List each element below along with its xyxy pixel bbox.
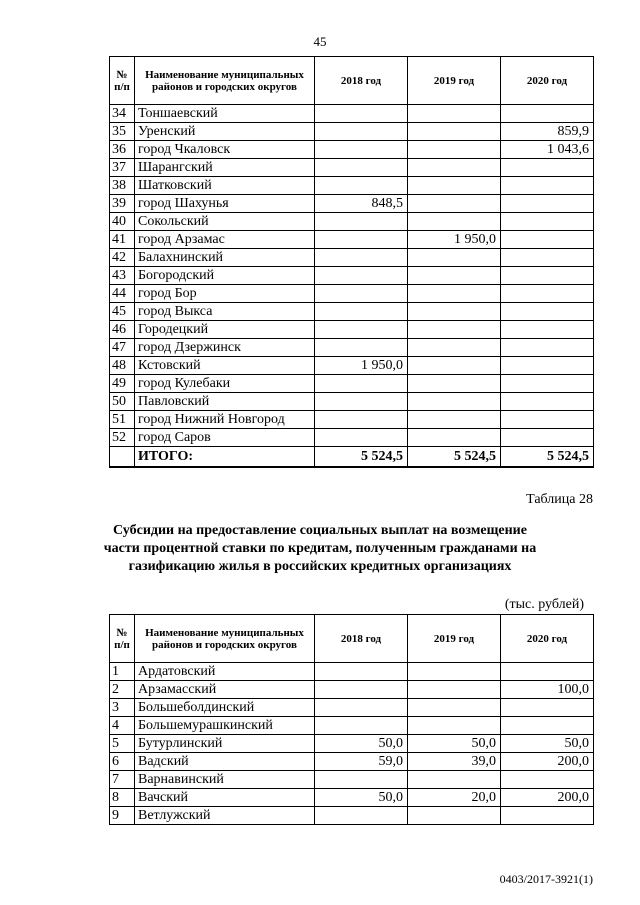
table-row (110, 105, 594, 123)
column-header-name: Наименование муниципальных районов и городских округов (135, 615, 315, 663)
table-row (110, 717, 594, 735)
region-name: Кстовский (135, 357, 315, 375)
row-number: 5 (110, 735, 135, 753)
value-2020 (501, 339, 594, 357)
region-name: Сокольский (135, 213, 315, 231)
value-2020 (501, 249, 594, 267)
table-row (110, 771, 594, 789)
value-2018 (315, 681, 408, 699)
region-name: город Арзамас (135, 231, 315, 249)
row-number: 48 (110, 357, 135, 375)
region-name: город Бор (135, 285, 315, 303)
value-2019 (408, 123, 501, 141)
value-2020 (501, 285, 594, 303)
value-2019 (408, 429, 501, 447)
row-number: 51 (110, 411, 135, 429)
table-row (110, 213, 594, 231)
value-2018 (315, 141, 408, 159)
table-row (110, 249, 594, 267)
row-number: 42 (110, 249, 135, 267)
column-header-num: № п/п (110, 57, 135, 105)
row-number: 38 (110, 177, 135, 195)
value-2020 (501, 717, 594, 735)
row-number: 34 (110, 105, 135, 123)
row-number: 52 (110, 429, 135, 447)
column-header-2020: 2020 год (501, 57, 594, 105)
total-num-cell (110, 447, 135, 468)
region-name: Большеболдинский (135, 699, 315, 717)
table-row (110, 141, 594, 159)
value-2019 (408, 195, 501, 213)
value-2020: 200,0 (501, 753, 594, 771)
region-name: Павловский (135, 393, 315, 411)
table-row (110, 789, 594, 807)
subsidy-table-continued (109, 56, 594, 468)
value-2019 (408, 663, 501, 681)
value-2018 (315, 285, 408, 303)
value-2018 (315, 123, 408, 141)
value-2018 (315, 717, 408, 735)
value-2019 (408, 807, 501, 825)
value-2019 (408, 249, 501, 267)
document-code: 0403/2017-3921(1) (499, 872, 593, 886)
value-2020 (501, 213, 594, 231)
value-2018 (315, 339, 408, 357)
value-2020 (501, 375, 594, 393)
value-2018 (315, 771, 408, 789)
value-2018 (315, 699, 408, 717)
row-number: 8 (110, 789, 135, 807)
table-row (110, 303, 594, 321)
total-2019: 5 524,5 (408, 447, 501, 468)
value-2018 (315, 321, 408, 339)
row-number: 6 (110, 753, 135, 771)
value-2020 (501, 195, 594, 213)
value-2020 (501, 159, 594, 177)
region-name: Арзамасский (135, 681, 315, 699)
row-number: 46 (110, 321, 135, 339)
table-row (110, 681, 594, 699)
value-2020 (501, 231, 594, 249)
value-2019: 20,0 (408, 789, 501, 807)
gasification-subsidy-table (109, 614, 594, 825)
page-number: 45 (313, 34, 327, 49)
value-2020 (501, 267, 594, 285)
value-2020: 100,0 (501, 681, 594, 699)
total-2020: 5 524,5 (501, 447, 594, 468)
row-number: 9 (110, 807, 135, 825)
table-row (110, 231, 594, 249)
value-2020: 859,9 (501, 123, 594, 141)
row-number: 7 (110, 771, 135, 789)
table-row (110, 429, 594, 447)
value-2018 (315, 249, 408, 267)
region-name: город Шахунья (135, 195, 315, 213)
table-row (110, 195, 594, 213)
section-title (70, 522, 570, 576)
value-2019 (408, 213, 501, 231)
value-2019 (408, 339, 501, 357)
region-name: Ардатовский (135, 663, 315, 681)
units-note: (тыс. рублей) (504, 597, 584, 612)
table-row (110, 663, 594, 681)
column-header-2018: 2018 год (315, 57, 408, 105)
region-name: город Дзержинск (135, 339, 315, 357)
value-2020: 200,0 (501, 789, 594, 807)
value-2019 (408, 771, 501, 789)
row-number: 45 (110, 303, 135, 321)
region-name: Вадский (135, 753, 315, 771)
row-number: 1 (110, 663, 135, 681)
table-row (110, 375, 594, 393)
value-2019 (408, 411, 501, 429)
region-name: город Нижний Новгород (135, 411, 315, 429)
row-number: 2 (110, 681, 135, 699)
total-label: ИТОГО: (135, 447, 315, 468)
region-name: Большемурашкинский (135, 717, 315, 735)
column-header-2019: 2019 год (408, 615, 501, 663)
region-name: Ветлужский (135, 807, 315, 825)
value-2020 (501, 429, 594, 447)
table-body (110, 105, 594, 447)
value-2020 (501, 807, 594, 825)
value-2018 (315, 267, 408, 285)
value-2020 (501, 177, 594, 195)
region-name: Уренский (135, 123, 315, 141)
column-header-num: № п/п (110, 615, 135, 663)
value-2018: 1 950,0 (315, 357, 408, 375)
table-row (110, 393, 594, 411)
region-name: Бутурлинский (135, 735, 315, 753)
row-number: 39 (110, 195, 135, 213)
row-number: 4 (110, 717, 135, 735)
value-2018: 50,0 (315, 735, 408, 753)
row-number: 41 (110, 231, 135, 249)
value-2019 (408, 717, 501, 735)
value-2018 (315, 393, 408, 411)
value-2020 (501, 663, 594, 681)
value-2018 (315, 411, 408, 429)
value-2018: 50,0 (315, 789, 408, 807)
table-row (110, 177, 594, 195)
region-name: Балахнинский (135, 249, 315, 267)
table-label: Таблица 28 (526, 492, 593, 507)
section-title-line: газификацию жилья в российских кредитных организациях (128, 559, 512, 574)
value-2020 (501, 357, 594, 375)
region-name: Богородский (135, 267, 315, 285)
table-row (110, 159, 594, 177)
value-2020 (501, 393, 594, 411)
value-2019 (408, 141, 501, 159)
table-row (110, 699, 594, 717)
value-2018: 848,5 (315, 195, 408, 213)
value-2019: 39,0 (408, 753, 501, 771)
region-name: Шарангский (135, 159, 315, 177)
row-number: 3 (110, 699, 135, 717)
value-2019 (408, 177, 501, 195)
value-2018 (315, 663, 408, 681)
region-name: город Выкса (135, 303, 315, 321)
value-2020 (501, 105, 594, 123)
column-header-2018: 2018 год (315, 615, 408, 663)
value-2019 (408, 285, 501, 303)
value-2018 (315, 159, 408, 177)
column-header-2020: 2020 год (501, 615, 594, 663)
region-name: город Саров (135, 429, 315, 447)
value-2019 (408, 393, 501, 411)
column-header-name: Наименование муниципальных районов и городских округов (135, 57, 315, 105)
region-name: Варнавинский (135, 771, 315, 789)
table-row (110, 411, 594, 429)
row-number: 44 (110, 285, 135, 303)
region-name: Городецкий (135, 321, 315, 339)
region-name: Шатковский (135, 177, 315, 195)
column-header-2019: 2019 год (408, 57, 501, 105)
table-row (110, 735, 594, 753)
row-number: 37 (110, 159, 135, 177)
value-2018 (315, 213, 408, 231)
section-title-line: Субсидии на предоставление социальных выплат на возмещение (113, 523, 527, 538)
row-number: 43 (110, 267, 135, 285)
value-2020 (501, 303, 594, 321)
region-name: город Чкаловск (135, 141, 315, 159)
row-number: 40 (110, 213, 135, 231)
value-2018 (315, 177, 408, 195)
value-2019 (408, 357, 501, 375)
table-row (110, 357, 594, 375)
row-number: 35 (110, 123, 135, 141)
value-2019 (408, 321, 501, 339)
region-name: Вачский (135, 789, 315, 807)
value-2019: 50,0 (408, 735, 501, 753)
value-2020 (501, 411, 594, 429)
table-row (110, 807, 594, 825)
table-row (110, 267, 594, 285)
value-2019 (408, 303, 501, 321)
row-number: 36 (110, 141, 135, 159)
total-2018: 5 524,5 (315, 447, 408, 468)
table-row (110, 753, 594, 771)
value-2018 (315, 231, 408, 249)
value-2020 (501, 321, 594, 339)
value-2018 (315, 303, 408, 321)
value-2019 (408, 681, 501, 699)
value-2018 (315, 807, 408, 825)
value-2019 (408, 375, 501, 393)
value-2018 (315, 105, 408, 123)
value-2018 (315, 375, 408, 393)
value-2019 (408, 105, 501, 123)
section-title-line: части процентной ставки по кредитам, полученным гражданами на (103, 541, 537, 556)
value-2020 (501, 699, 594, 717)
value-2018: 59,0 (315, 753, 408, 771)
value-2020 (501, 771, 594, 789)
region-name: Тоншаевский (135, 105, 315, 123)
row-number: 49 (110, 375, 135, 393)
value-2019 (408, 267, 501, 285)
table-row (110, 285, 594, 303)
value-2018 (315, 429, 408, 447)
table-body (110, 663, 594, 825)
value-2019 (408, 159, 501, 177)
value-2019 (408, 699, 501, 717)
row-number: 47 (110, 339, 135, 357)
value-2020: 1 043,6 (501, 141, 594, 159)
total-row (110, 447, 594, 468)
table-row (110, 339, 594, 357)
table-row (110, 321, 594, 339)
value-2020: 50,0 (501, 735, 594, 753)
table-row (110, 123, 594, 141)
value-2019: 1 950,0 (408, 231, 501, 249)
region-name: город Кулебаки (135, 375, 315, 393)
row-number: 50 (110, 393, 135, 411)
